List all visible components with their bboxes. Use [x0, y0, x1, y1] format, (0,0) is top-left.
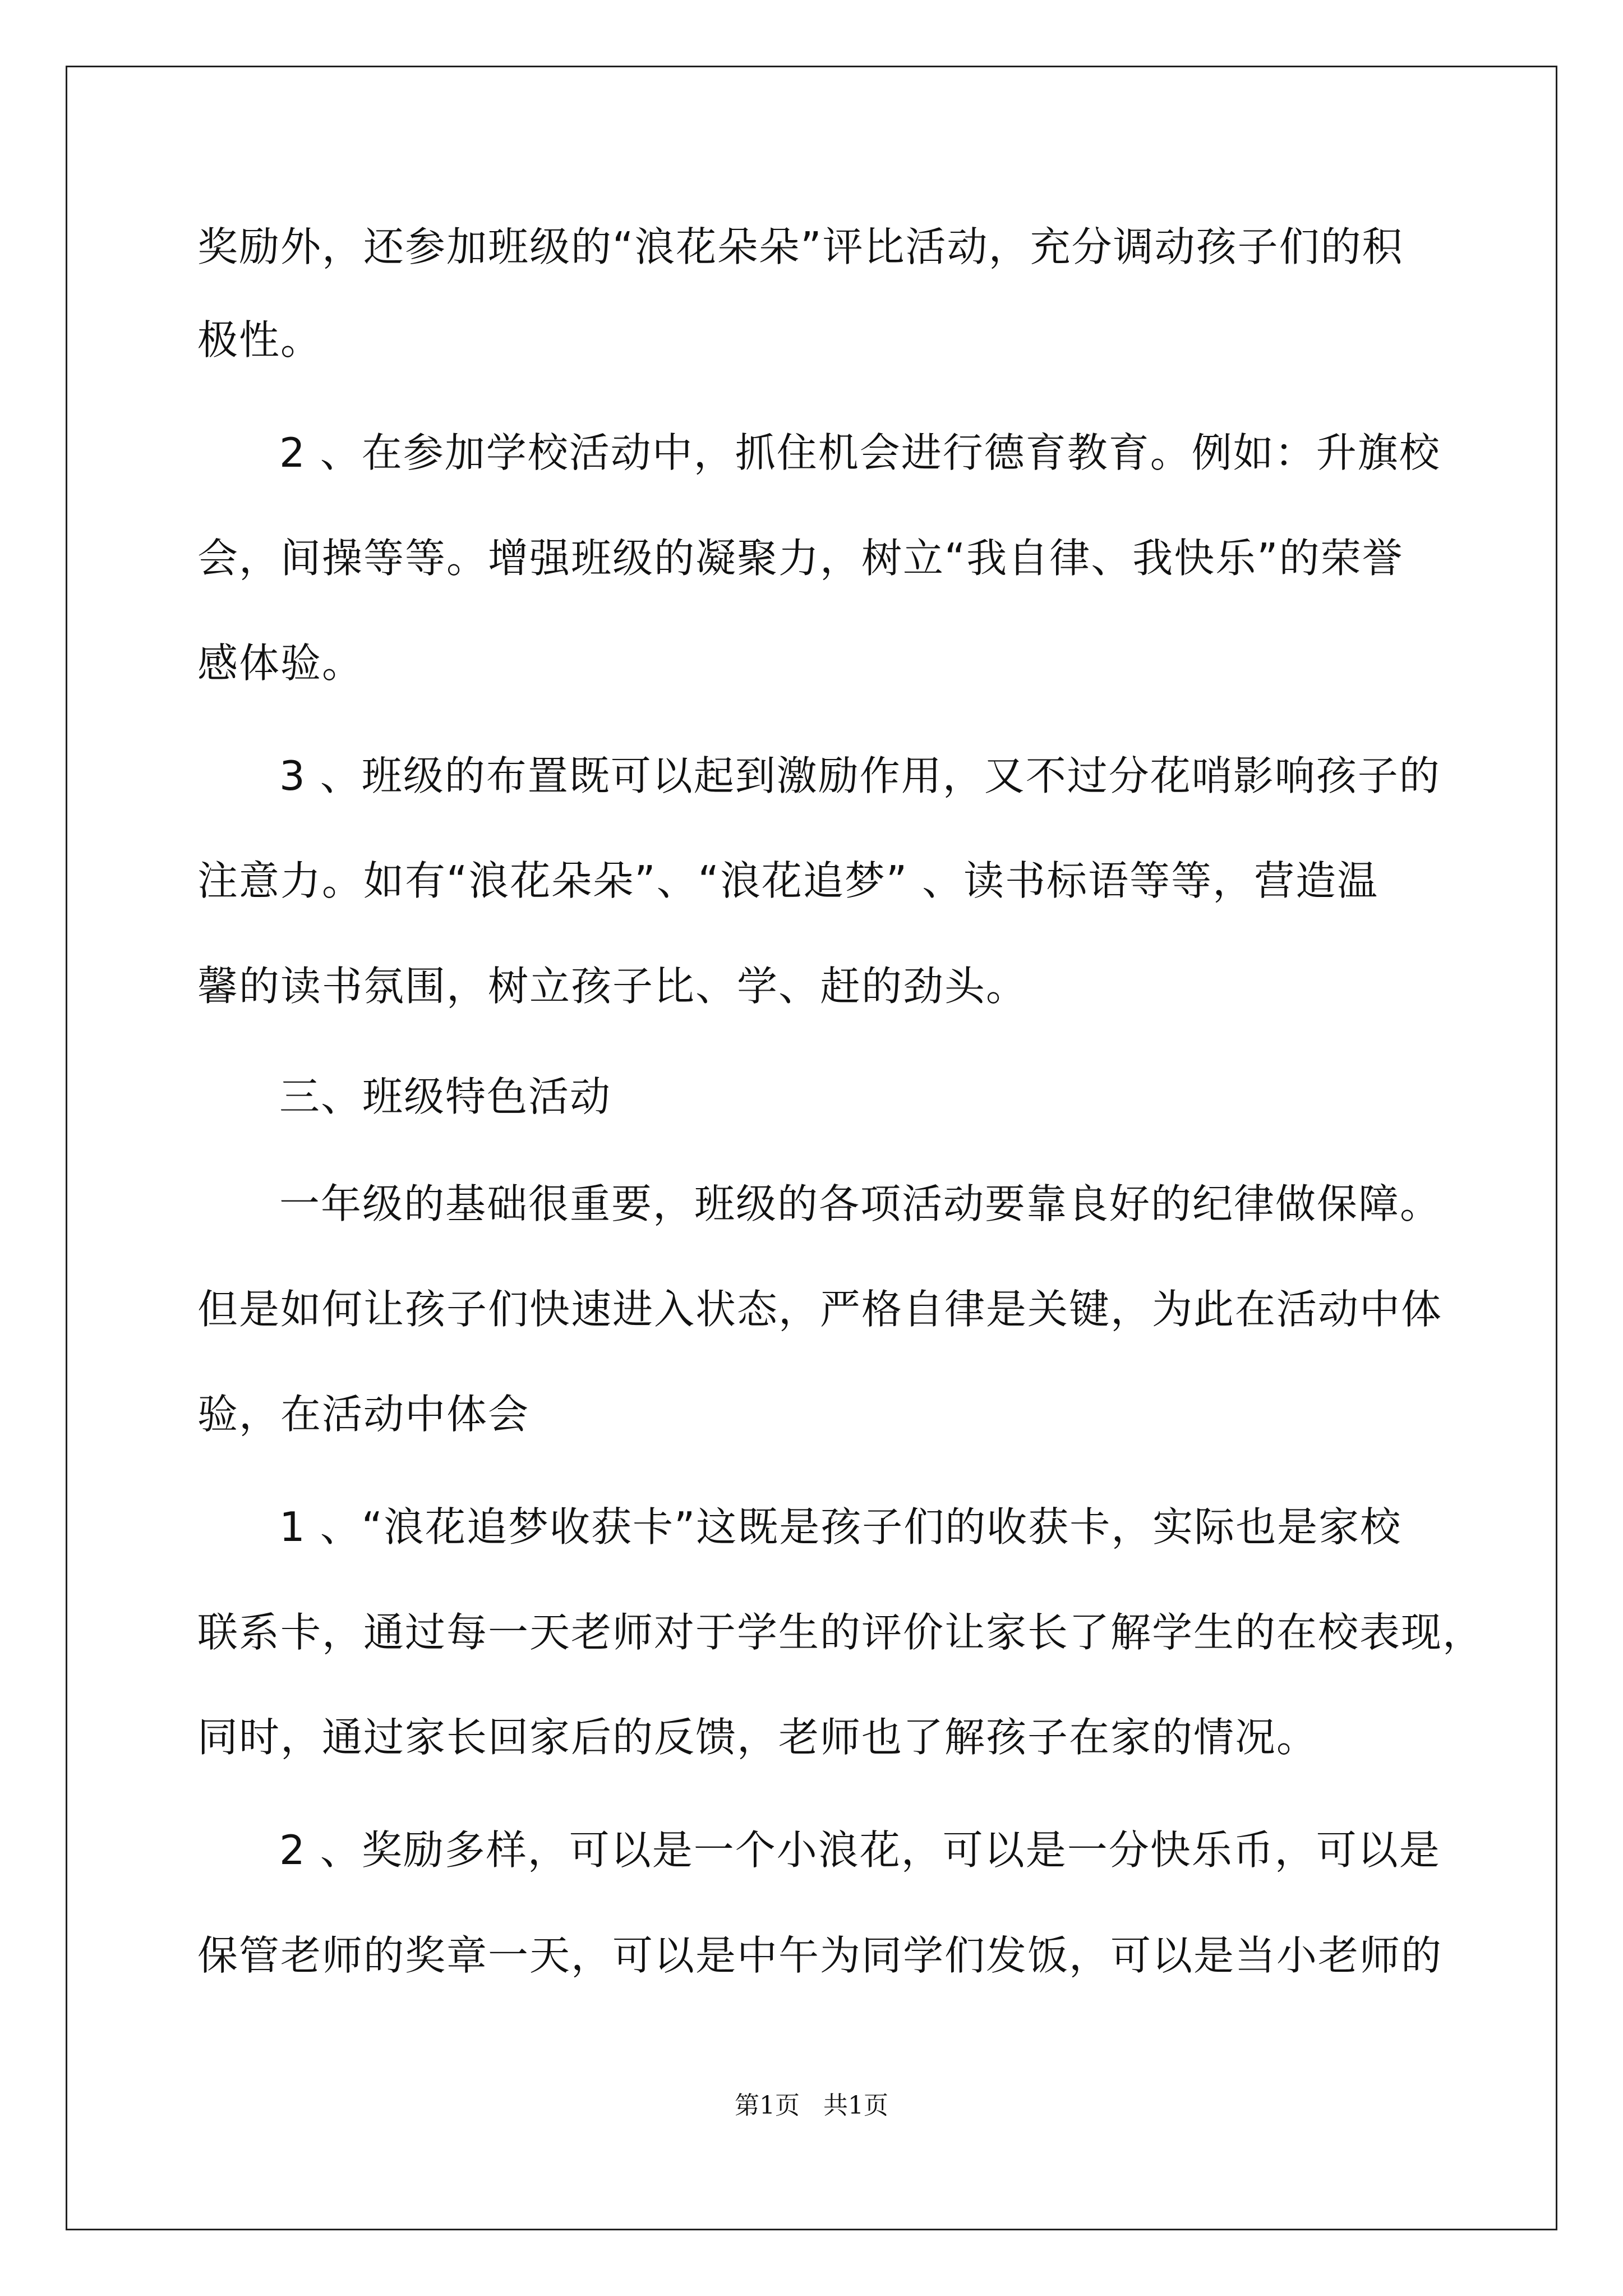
text-line-6: 3 、班级的布置既可以起到激励作用，又不过分花哨影响孩子的 [279, 752, 1441, 799]
text-line-2: 极性。 [197, 316, 322, 364]
text-line-5: 感体验。 [197, 639, 364, 687]
text-line-8: 馨的读书氛围，树立孩子比、学、赶的劲头。 [197, 963, 1028, 1010]
text-line-4: 会，间操等等。增强班级的凝聚力，树立“我自律、我快乐”的荣誉 [197, 535, 1404, 582]
text-line-1: 奖励外，还参加班级的“浪花朵朵”评比活动，充分调动孩子们的积 [197, 223, 1404, 270]
page-footer: 第1页 共1页 [735, 2091, 888, 2120]
page-border [66, 66, 1557, 2230]
text-line-14: 联系卡，通过每一天老师对于学生的评价让家长了解学生的在校表现， [197, 1609, 1484, 1656]
text-line-10: 一年级的基础很重要，班级的各项活动要靠良好的纪律做保障。 [279, 1180, 1442, 1227]
text-line-7: 注意力。如有“浪花朵朵”、“浪花追梦” 、读书标语等等，营造温 [197, 857, 1379, 904]
text-line-17: 保管老师的奖章一天，可以是中午为同学们发饭，可以是当小老师的 [197, 1932, 1443, 1979]
text-line-13: 1 、“浪花追梦收获卡”这既是孩子们的收获卡，实际也是家校 [279, 1503, 1402, 1550]
text-line-3: 2 、在参加学校活动中，抓住机会进行德育教育。例如：升旗校 [279, 429, 1441, 476]
text-line-16: 2 、奖励多样，可以是一个小浪花，可以是一分快乐币，可以是 [279, 1826, 1441, 1874]
text-line-12: 验，在活动中体会 [197, 1391, 530, 1438]
text-line-15: 同时，通过家长回家后的反馈，老师也了解孩子在家的情况。 [197, 1714, 1318, 1761]
section-heading: 三、班级特色活动 [279, 1073, 612, 1120]
text-line-11: 但是如何让孩子们快速进入状态，严格自律是关键，为此在活动中体 [197, 1286, 1443, 1333]
